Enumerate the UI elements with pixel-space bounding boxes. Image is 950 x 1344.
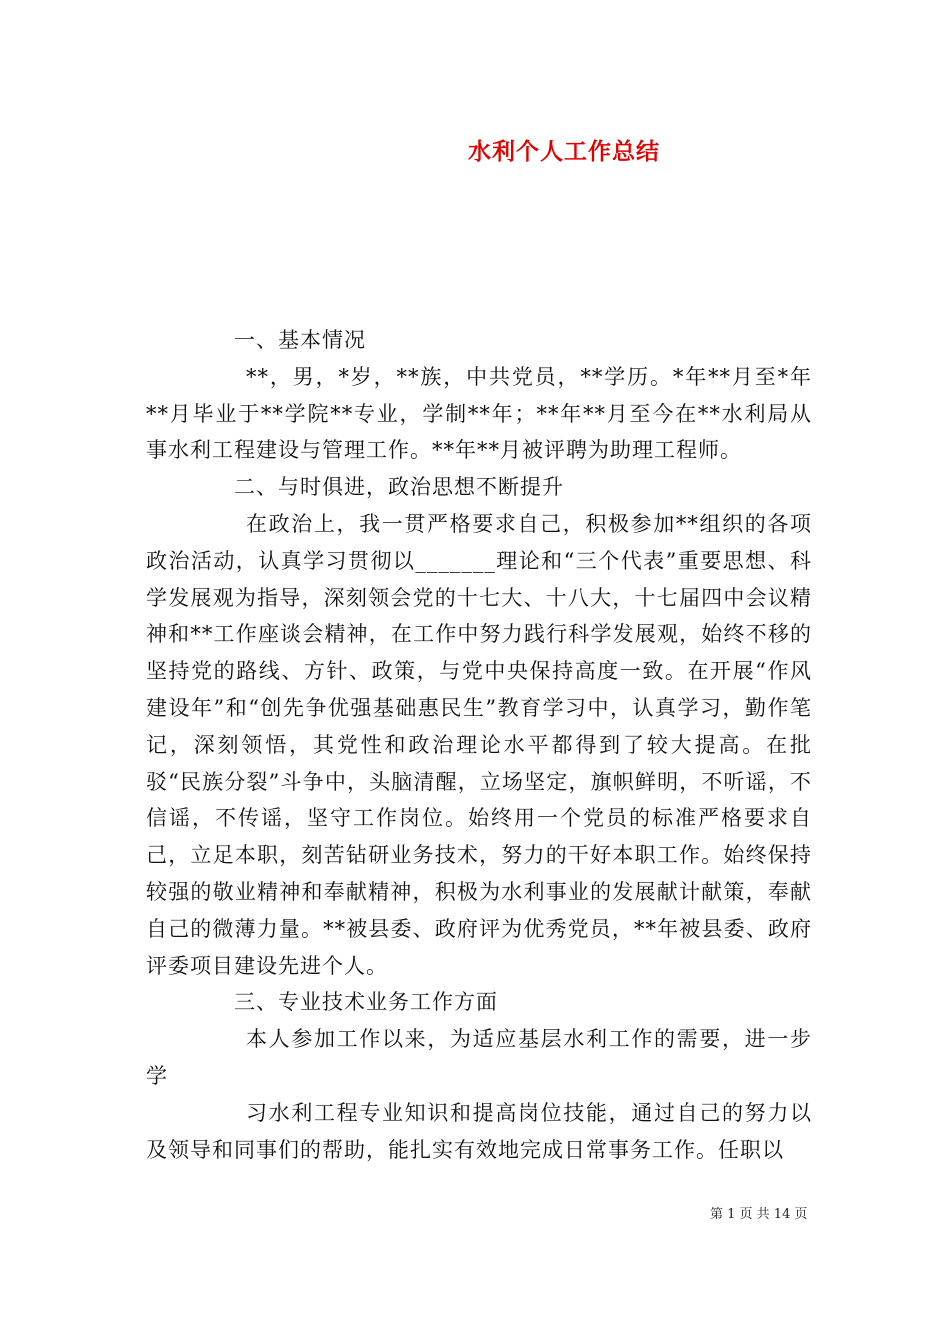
document-title: 水利个人工作总结	[468, 138, 660, 165]
paragraph: 在政治上，我一贯严格要求自己，积极参加**组织的各项政治活动，认真学习贯彻以_______理论和“三个代表”重要思想、科学发展观为指导，深刻领会党的十七大、十八大，十七届四中会议精神和**工作座谈会精神，在工作中努力践行科学发展观，始终不移的坚持党的路线、方针、政策，与党中央保持高度一致。在开展“作风建设年”和“创先争优强基础惠民生”教育学习中，认真学习，勤作笔记，深刻领悟，其党性和政治理论水平都得到了较大提高。在批驳“民族分裂”斗争中，头脑清醒，立场坚定，旗帜鲜明，不听谣，不信谣，不传谣，坚守工作岗位。始终用一个党员的标准严格要求自己，立足本职，刻苦钻研业务技术，努力的干好本职工作。始终保持较强的敬业精神和奉献精神，积极为水利事业的发展献计献策，奉献自己的微薄力量。**被县委、政府评为优秀党员，**年被县委、政府评委项目建设先进个人。	[146, 511, 812, 978]
paragraph: 习水利工程专业知识和提高岗位技能，通过自己的努力以及领导和同事们的帮助，能扎实有效地完成日常事务工作。任职以	[146, 1100, 812, 1162]
section-heading: 二、与时俱进，政治思想不断提升	[234, 475, 564, 500]
section-heading: 一、基本情况	[234, 328, 366, 352]
section-heading: 三、专业技术业务工作方面	[234, 990, 498, 1015]
page-number: 第 1 页 共 14 页	[710, 1207, 808, 1222]
document-body	[146, 322, 812, 1168]
paragraph: **，男，*岁，**族，中共党员，**学历。*年**月至*年**月毕业于**学院**专业，学制**年；**年**月至今在**水利局从事水利工程建设与管理工作。**年**月被评聘为助理工程师。	[146, 364, 812, 463]
paragraph: 本人参加工作以来，为适应基层水利工作的需要，进一步学	[146, 1027, 812, 1088]
